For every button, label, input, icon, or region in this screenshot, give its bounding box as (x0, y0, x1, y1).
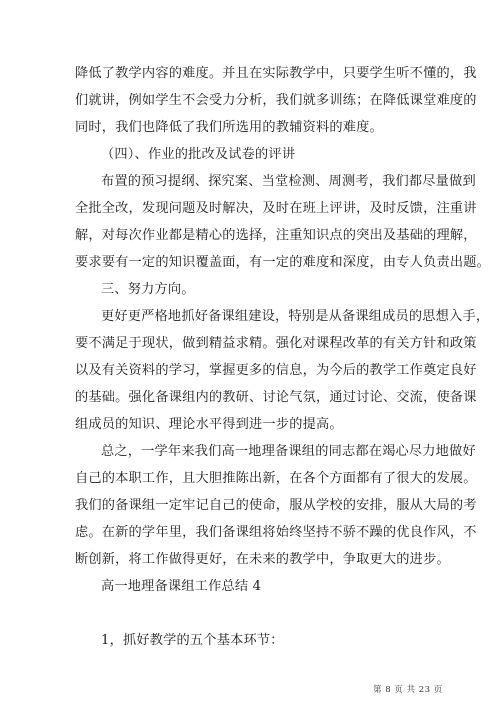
body-line: 要求要有一定的知识覆盖面，有一定的难度和深度，由专人负责出题。 (75, 255, 491, 270)
body-line: 更好更严格地抓好备课组建设，特别是从备课组成员的思想入手， (101, 309, 490, 324)
body-line: 们就讲，例如学生不会受力分析，我们就多训练；在降低课堂难度的 (75, 93, 477, 108)
body-line: 解，对每次作业都是精心的选择，注重知识点的突出及基础的理解， (75, 228, 477, 243)
list-item: 1，抓好教学的五个基本环节： (101, 633, 284, 648)
body-line: 虑。在新的学年里，我们备课组将始终坚持不骄不躁的优良作风，不 (75, 525, 477, 540)
body-line: 组成员的知识、理论水平得到进一步的提高。 (75, 417, 343, 432)
body-line: 全批全改，发现问题及时解决，及时在班上评讲，及时反馈，注重讲 (75, 201, 477, 216)
page-footer: 第 8 页 共 23 页 (373, 685, 443, 695)
body-line: 的基础。强化备课组内的教研、讨论气氛，通过讨论、交流，使备课 (75, 390, 477, 405)
body-line: 自己的本职工作，且大胆推陈出新，在各个方面都有了很大的发展。 (75, 471, 477, 486)
body-line: 总之，一学年来我们高一地理备课组的同志都在竭心尽力地做好 (101, 444, 476, 459)
body-line: 以及有关资料的学习，掌握更多的信息，为今后的教学工作奠定良好 (75, 363, 477, 378)
body-line: 我们的备课组一定牢记自己的使命，服从学校的安排，服从大局的考 (75, 498, 477, 513)
section-heading: 三、努力方向。 (101, 282, 195, 297)
section-heading: 高一地理备课组工作总结 4 (101, 579, 262, 594)
body-line: 要不满足于现状，做到精益求精。强化对课程改革的有关方针和政策 (75, 336, 477, 351)
body-line: 布置的预习提纲、探究案、当堂检测、周测考，我们都尽量做到 (101, 174, 476, 189)
body-line: 断创新，将工作做得更好，在未来的教学中，争取更大的进步。 (75, 552, 450, 567)
body-line: 降低了教学内容的难度。并且在实际教学中，只要学生听不懂的，我 (75, 66, 477, 81)
section-heading: （四）、作业的批改及试卷的评讲 (101, 147, 296, 162)
body-line: 同时，我们也降低了我们所选用的教辅资料的难度。 (75, 120, 383, 135)
